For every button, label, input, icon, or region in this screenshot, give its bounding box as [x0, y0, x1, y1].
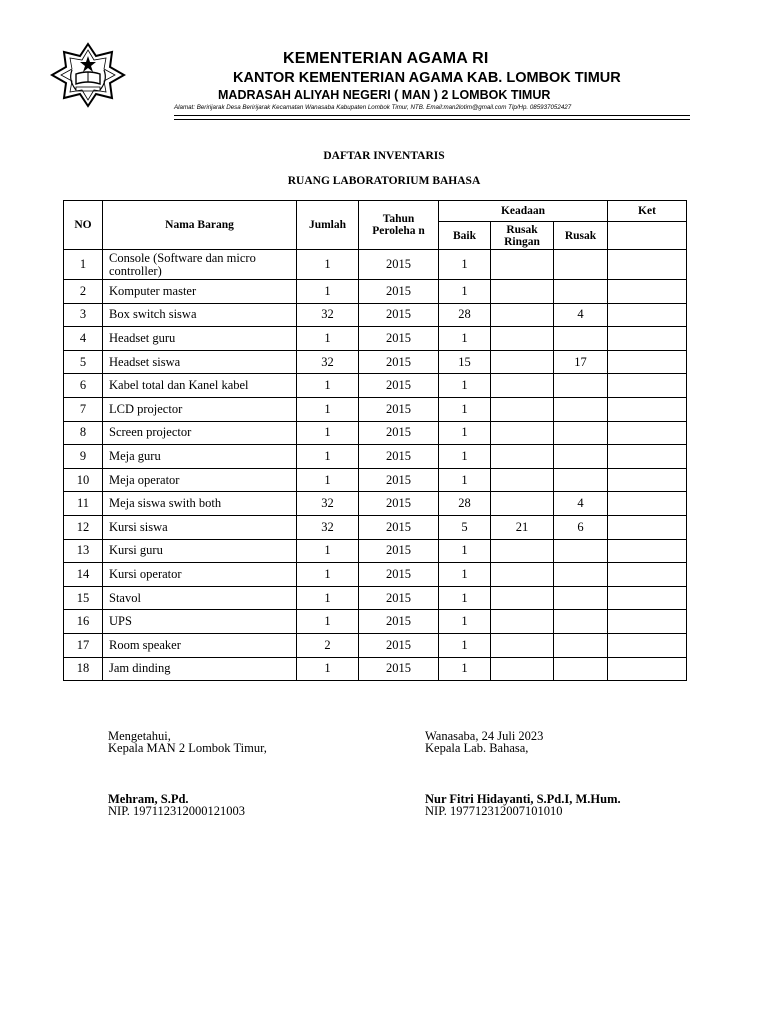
header-keadaan: Keadaan: [439, 201, 608, 222]
cell-no: 12: [64, 515, 103, 539]
cell-nama: Stavol: [103, 586, 297, 610]
cell-jumlah: 1: [297, 280, 359, 304]
cell-rusak-ringan: [491, 539, 554, 563]
signature-left-position: Kepala MAN 2 Lombok Timur,: [108, 740, 267, 755]
cell-baik: 1: [439, 468, 491, 492]
cell-ket: [608, 515, 687, 539]
signature-left: [108, 731, 267, 754]
cell-rusak-ringan: [491, 250, 554, 280]
cell-no: 11: [64, 492, 103, 516]
cell-baik: 1: [439, 445, 491, 469]
cell-baik: 1: [439, 610, 491, 634]
cell-tahun: 2015: [359, 657, 439, 681]
cell-tahun: 2015: [359, 539, 439, 563]
header-no: NO: [64, 201, 103, 250]
cell-no: 6: [64, 374, 103, 398]
cell-baik: 1: [439, 633, 491, 657]
cell-rusak-ringan: [491, 586, 554, 610]
signature-left-nip: NIP. 197112312000121003: [108, 803, 246, 818]
signature-left-acknowledge: Mengetahui,: [108, 729, 171, 743]
cell-ket: [608, 492, 687, 516]
inventory-table-body: [64, 250, 687, 681]
cell-nama: Headset guru: [103, 327, 297, 351]
cell-ket: [608, 610, 687, 634]
header-tahun-perolehan: Tahun Peroleha n: [359, 201, 439, 250]
cell-nama: Meja siswa swith both: [103, 492, 297, 516]
header-baik: Baik: [439, 222, 491, 250]
cell-nama: UPS: [103, 610, 297, 634]
cell-nama: Screen projector: [103, 421, 297, 445]
cell-tahun: 2015: [359, 250, 439, 280]
cell-tahun: 2015: [359, 397, 439, 421]
cell-rusak: [554, 468, 608, 492]
cell-jumlah: 32: [297, 303, 359, 327]
table-row: [64, 397, 687, 421]
header-ket: Ket: [608, 201, 687, 222]
cell-tahun: 2015: [359, 563, 439, 587]
cell-tahun: 2015: [359, 468, 439, 492]
cell-nama: Room speaker: [103, 633, 297, 657]
document-subtitle: RUANG LABORATORIUM BAHASA: [287, 175, 481, 187]
cell-rusak: 4: [554, 303, 608, 327]
cell-baik: 1: [439, 280, 491, 304]
cell-tahun: 2015: [359, 421, 439, 445]
cell-baik: 15: [439, 350, 491, 374]
kop-ministry-name: KEMENTERIAN AGAMA RI: [283, 50, 489, 67]
signature-right-nip: NIP. 197712312007101010: [425, 803, 563, 818]
cell-ket: [608, 397, 687, 421]
header-ket-blank: [608, 222, 687, 250]
cell-nama: Console (Software dan micro controller): [103, 250, 297, 280]
cell-ket: [608, 468, 687, 492]
cell-jumlah: 32: [297, 350, 359, 374]
cell-rusak: 17: [554, 350, 608, 374]
cell-rusak: [554, 280, 608, 304]
cell-nama: LCD projector: [103, 397, 297, 421]
kemenag-logo-icon: [50, 42, 126, 108]
cell-rusak: [554, 563, 608, 587]
cell-baik: 1: [439, 657, 491, 681]
cell-ket: [608, 633, 687, 657]
cell-nama: Jam dinding: [103, 657, 297, 681]
cell-jumlah: 1: [297, 250, 359, 280]
cell-tahun: 2015: [359, 350, 439, 374]
cell-jumlah: 1: [297, 421, 359, 445]
cell-tahun: 2015: [359, 633, 439, 657]
cell-ket: [608, 303, 687, 327]
table-row: [64, 303, 687, 327]
cell-jumlah: 1: [297, 563, 359, 587]
cell-jumlah: 1: [297, 539, 359, 563]
cell-baik: 28: [439, 303, 491, 327]
kop-divider-thick: [174, 115, 690, 116]
cell-ket: [608, 563, 687, 587]
cell-jumlah: 1: [297, 468, 359, 492]
cell-rusak: [554, 421, 608, 445]
table-row: [64, 657, 687, 681]
cell-rusak-ringan: [491, 303, 554, 327]
cell-ket: [608, 539, 687, 563]
table-row: [64, 586, 687, 610]
cell-rusak: [554, 586, 608, 610]
signature-right-name: Nur Fitri Hidayanti, S.Pd.I, M.Hum.: [425, 792, 621, 806]
table-row: [64, 374, 687, 398]
cell-tahun: 2015: [359, 280, 439, 304]
header-rusak-ringan: Rusak Ringan: [491, 222, 554, 250]
cell-no: 3: [64, 303, 103, 327]
cell-rusak-ringan: 21: [491, 515, 554, 539]
cell-jumlah: 1: [297, 445, 359, 469]
cell-nama: Meja operator: [103, 468, 297, 492]
table-row: [64, 250, 687, 280]
cell-rusak: [554, 539, 608, 563]
cell-tahun: 2015: [359, 445, 439, 469]
table-row: [64, 468, 687, 492]
cell-ket: [608, 586, 687, 610]
cell-no: 18: [64, 657, 103, 681]
cell-rusak-ringan: [491, 633, 554, 657]
kop-office-name: KANTOR KEMENTERIAN AGAMA KAB. LOMBOK TIMUR: [233, 70, 621, 86]
header-rusak: Rusak: [554, 222, 608, 250]
table-row: [64, 633, 687, 657]
cell-jumlah: 32: [297, 492, 359, 516]
cell-no: 16: [64, 610, 103, 634]
cell-nama: Kursi guru: [103, 539, 297, 563]
header-nama-barang: Nama Barang: [103, 201, 297, 250]
signature-right-place-date: Wanasaba, 24 Juli 2023: [425, 729, 544, 743]
cell-rusak: [554, 374, 608, 398]
cell-jumlah: 1: [297, 397, 359, 421]
cell-no: 1: [64, 250, 103, 280]
cell-baik: 1: [439, 563, 491, 587]
kop-school-name: MADRASAH ALIYAH NEGERI ( MAN ) 2 LOMBOK TIMUR: [218, 88, 551, 102]
cell-ket: [608, 280, 687, 304]
cell-rusak-ringan: [491, 468, 554, 492]
cell-rusak-ringan: [491, 492, 554, 516]
cell-rusak-ringan: [491, 350, 554, 374]
cell-baik: 1: [439, 374, 491, 398]
cell-ket: [608, 445, 687, 469]
cell-baik: 1: [439, 327, 491, 351]
cell-ket: [608, 327, 687, 351]
inventory-table: [63, 200, 687, 681]
cell-nama: Meja guru: [103, 445, 297, 469]
cell-baik: 1: [439, 397, 491, 421]
cell-rusak: 4: [554, 492, 608, 516]
cell-baik: 1: [439, 539, 491, 563]
cell-rusak-ringan: [491, 563, 554, 587]
cell-nama: Kursi operator: [103, 563, 297, 587]
cell-nama: Komputer master: [103, 280, 297, 304]
cell-baik: 5: [439, 515, 491, 539]
cell-no: 14: [64, 563, 103, 587]
document-title: DAFTAR INVENTARIS: [323, 150, 445, 162]
cell-baik: 1: [439, 586, 491, 610]
cell-no: 15: [64, 586, 103, 610]
cell-rusak-ringan: [491, 374, 554, 398]
cell-no: 7: [64, 397, 103, 421]
cell-nama: Kursi siswa: [103, 515, 297, 539]
table-row: [64, 280, 687, 304]
cell-ket: [608, 374, 687, 398]
cell-no: 9: [64, 445, 103, 469]
table-row: [64, 421, 687, 445]
cell-baik: 1: [439, 250, 491, 280]
cell-rusak: [554, 397, 608, 421]
cell-rusak-ringan: [491, 397, 554, 421]
cell-rusak: [554, 445, 608, 469]
cell-jumlah: 1: [297, 586, 359, 610]
table-row: [64, 327, 687, 351]
header-jumlah: Jumlah: [297, 201, 359, 250]
table-row: [64, 445, 687, 469]
table-row: [64, 539, 687, 563]
cell-no: 10: [64, 468, 103, 492]
cell-rusak: [554, 633, 608, 657]
cell-nama: Kabel total dan Kanel kabel: [103, 374, 297, 398]
cell-jumlah: 2: [297, 633, 359, 657]
table-row: [64, 563, 687, 587]
cell-jumlah: 1: [297, 374, 359, 398]
cell-no: 13: [64, 539, 103, 563]
cell-ket: [608, 250, 687, 280]
cell-no: 2: [64, 280, 103, 304]
cell-ket: [608, 350, 687, 374]
cell-baik: 28: [439, 492, 491, 516]
kop-divider-thin: [174, 119, 690, 120]
cell-no: 4: [64, 327, 103, 351]
cell-tahun: 2015: [359, 586, 439, 610]
cell-rusak: [554, 657, 608, 681]
signature-left-name: Mehram, S.Pd.: [108, 792, 189, 806]
cell-jumlah: 32: [297, 515, 359, 539]
table-row: [64, 350, 687, 374]
cell-rusak: [554, 327, 608, 351]
cell-rusak-ringan: [491, 421, 554, 445]
cell-no: 17: [64, 633, 103, 657]
cell-rusak: [554, 250, 608, 280]
cell-rusak-ringan: [491, 657, 554, 681]
cell-jumlah: 1: [297, 610, 359, 634]
cell-tahun: 2015: [359, 515, 439, 539]
cell-tahun: 2015: [359, 374, 439, 398]
cell-tahun: 2015: [359, 327, 439, 351]
cell-no: 8: [64, 421, 103, 445]
cell-tahun: 2015: [359, 492, 439, 516]
kop-address: Alamat: Beririjarak Desa Beririjarak Kecamatan Wanasaba Kabupaten Lombok Timur, NTB. Email:man2lotim@gmail.com Tlp/Hp. 085937052427: [174, 104, 572, 111]
cell-nama: Box switch siswa: [103, 303, 297, 327]
cell-jumlah: 1: [297, 327, 359, 351]
table-row: [64, 492, 687, 516]
signature-right-block: [425, 794, 621, 817]
cell-rusak-ringan: [491, 610, 554, 634]
signature-right-position: Kepala Lab. Bahasa,: [425, 740, 529, 755]
cell-tahun: 2015: [359, 610, 439, 634]
cell-rusak-ringan: [491, 327, 554, 351]
cell-jumlah: 1: [297, 657, 359, 681]
table-row: [64, 515, 687, 539]
cell-baik: 1: [439, 421, 491, 445]
cell-ket: [608, 657, 687, 681]
cell-no: 5: [64, 350, 103, 374]
cell-nama: Headset siswa: [103, 350, 297, 374]
table-row: [64, 610, 687, 634]
cell-ket: [608, 421, 687, 445]
cell-tahun: 2015: [359, 303, 439, 327]
cell-rusak-ringan: [491, 445, 554, 469]
cell-rusak: [554, 610, 608, 634]
cell-rusak-ringan: [491, 280, 554, 304]
signature-left-block: [108, 794, 245, 817]
signature-right: [425, 731, 543, 754]
cell-rusak: 6: [554, 515, 608, 539]
